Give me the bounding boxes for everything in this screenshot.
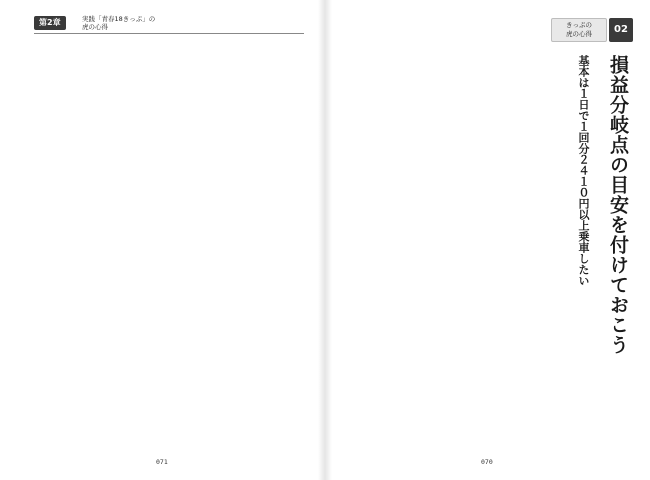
- tip-tag: [551, 18, 607, 42]
- right-body-text: [345, 55, 567, 420]
- tip-tag-line1: きっぷの: [566, 21, 592, 29]
- tip-number-badge: 02: [609, 18, 633, 42]
- page-title: 損益分岐点の目安を付けておこう: [607, 55, 629, 355]
- left-body-text: [28, 55, 298, 420]
- page-number-left: 071: [156, 458, 168, 466]
- header-rule: [34, 33, 304, 34]
- section-subheading: 基本は１日で１回分２４１０円以上乗車したい: [577, 55, 590, 286]
- page-number-right: 070: [481, 458, 493, 466]
- chapter-badge: [34, 16, 66, 30]
- tip-tag-line2: 虎の心得: [566, 30, 592, 38]
- chapter-label: 第2章: [39, 18, 61, 27]
- right-page: [325, 0, 650, 480]
- chapter-title: [82, 15, 155, 31]
- chapter-title-line2: 虎の心得: [82, 23, 108, 31]
- chapter-title-line1: 実践「青春18きっぷ」の: [82, 15, 156, 23]
